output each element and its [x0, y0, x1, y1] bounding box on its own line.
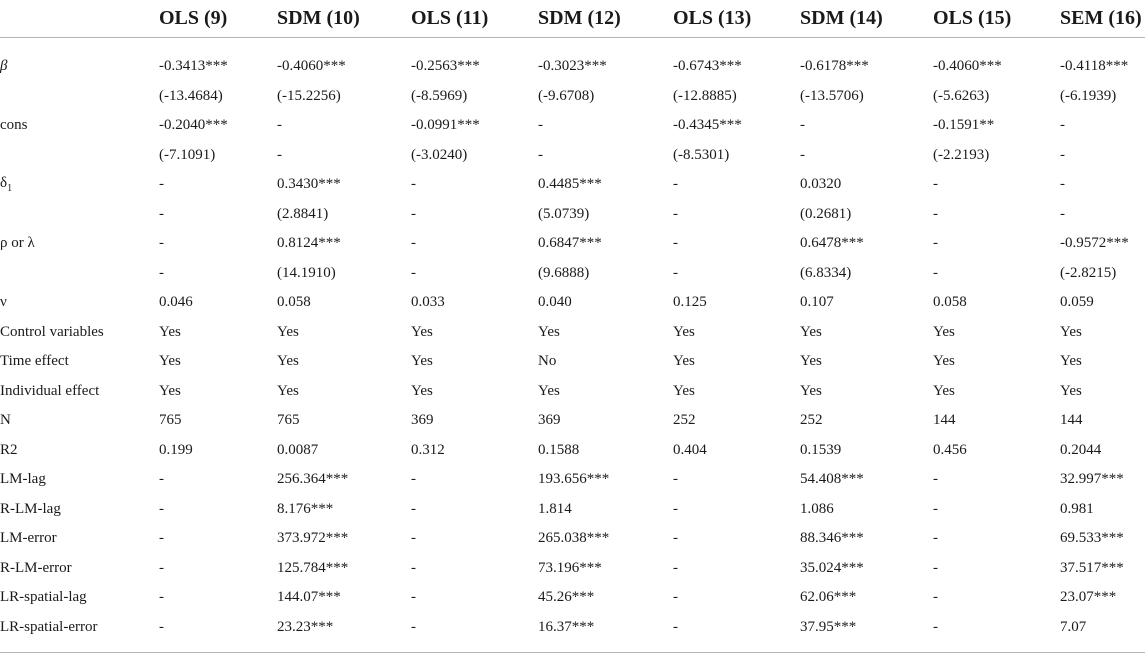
- row-label-text: LM-error: [0, 530, 57, 547]
- table-cell: (5.0739): [538, 205, 590, 222]
- table-row: [0, 288, 1145, 318]
- table-cell: -: [411, 559, 416, 576]
- table-cell: -0.9572***: [1060, 235, 1129, 252]
- table-cell: -: [933, 530, 938, 547]
- table-cell: Yes: [159, 323, 181, 340]
- table-cell: Yes: [673, 382, 695, 399]
- table-cell: Yes: [411, 353, 433, 370]
- table-row: [0, 229, 1145, 259]
- table-cell: Yes: [411, 323, 433, 340]
- table-cell: 73.196***: [538, 559, 602, 576]
- table-cell: 0.2044: [1060, 441, 1102, 458]
- row-label: [0, 318, 159, 348]
- row-label: [0, 465, 159, 495]
- table-cell: -: [538, 117, 543, 134]
- table-cell: -: [933, 589, 938, 606]
- table-cell: -: [159, 613, 277, 653]
- table-cell: (-13.4684): [159, 87, 223, 104]
- table-cell: 0.981: [1060, 500, 1094, 517]
- table-cell: -: [673, 500, 678, 517]
- table-cell: No: [538, 353, 557, 370]
- table-cell: 37.95***: [800, 613, 933, 653]
- table-row: [0, 318, 1145, 348]
- row-label: [0, 524, 159, 554]
- table-cell: 0.0320: [800, 176, 842, 193]
- table-cell: -: [933, 500, 938, 517]
- table-cell: -: [159, 500, 164, 517]
- row-label-text: R2: [0, 441, 18, 458]
- table-cell: -: [673, 589, 678, 606]
- table-cell: 252: [800, 412, 823, 429]
- table-cell: -: [159, 264, 164, 281]
- table-cell: -: [411, 589, 416, 606]
- table-cell: -0.4118***: [1060, 58, 1129, 75]
- table-cell: -: [933, 613, 1060, 653]
- table-cell: 35.024***: [800, 559, 864, 576]
- table-cell: -: [673, 264, 678, 281]
- table-cell: (-6.1939): [1060, 87, 1117, 104]
- table-cell: 373.972***: [277, 530, 349, 547]
- table-cell: -: [673, 559, 678, 576]
- table-cell: Yes: [277, 323, 299, 340]
- table-cell: (14.1910): [277, 264, 336, 281]
- table-cell: 0.404: [673, 441, 707, 458]
- row-label: [0, 554, 159, 584]
- row-label-text: Control variables: [0, 323, 104, 340]
- table-cell: 125.784***: [277, 559, 349, 576]
- row-label-text: LR-spatial-error: [0, 618, 98, 635]
- table-cell: -: [411, 235, 416, 252]
- table-cell: (2.8841): [277, 205, 329, 222]
- table-cell: -: [933, 176, 938, 193]
- table-cell: -: [277, 146, 282, 163]
- table-row: [0, 259, 1145, 289]
- table-cell: -0.4060***: [277, 58, 346, 75]
- table-cell: -0.2040***: [159, 117, 228, 134]
- table-cell: 23.23***: [277, 613, 411, 653]
- table-cell: -: [159, 205, 164, 222]
- table-cell: -0.1591**: [933, 117, 995, 134]
- table-cell: Yes: [1060, 382, 1082, 399]
- row-label: [0, 406, 159, 436]
- table-cell: -: [411, 530, 416, 547]
- table-cell: 0.0087: [277, 441, 319, 458]
- table-cell: -: [673, 613, 800, 653]
- table-cell: 0.312: [411, 441, 445, 458]
- table-cell: -: [673, 530, 678, 547]
- table-cell: 0.058: [933, 294, 967, 311]
- table-cell: 0.6478***: [800, 235, 864, 252]
- table-cell: 0.6847***: [538, 235, 602, 252]
- table-cell: 252: [673, 412, 696, 429]
- table-cell: (-2.2193): [933, 146, 990, 163]
- table-cell: -: [411, 613, 538, 653]
- table-cell: 32.997***: [1060, 471, 1124, 488]
- table-row: [0, 200, 1145, 230]
- table-cell: Yes: [277, 382, 299, 399]
- table-cell: -: [1060, 205, 1065, 222]
- table-cell: -: [673, 176, 678, 193]
- table-cell: (6.8334): [800, 264, 852, 281]
- table-cell: -: [411, 205, 416, 222]
- table-row: [0, 465, 1145, 495]
- column-header: OLS (11): [411, 0, 538, 38]
- table-cell: Yes: [538, 382, 560, 399]
- column-header: SDM (12): [538, 0, 673, 38]
- table-cell: (-7.1091): [159, 146, 216, 163]
- table-cell: (-9.6708): [538, 87, 595, 104]
- row-label-text: ρ or λ: [0, 235, 35, 252]
- row-label-text: N: [0, 412, 11, 429]
- table-cell: Yes: [933, 353, 955, 370]
- table-row: [0, 377, 1145, 407]
- table-cell: -: [159, 559, 164, 576]
- table-cell: Yes: [933, 382, 955, 399]
- column-header: OLS (9): [159, 0, 277, 38]
- table-cell: (-15.2256): [277, 87, 341, 104]
- table-row: [0, 613, 1145, 653]
- row-label-text: β: [0, 58, 8, 75]
- row-label: [0, 495, 159, 525]
- row-label-text: LM-lag: [0, 471, 46, 488]
- table-cell: 62.06***: [800, 589, 857, 606]
- table-cell: Yes: [800, 353, 822, 370]
- table-row: [0, 524, 1145, 554]
- table-cell: 45.26***: [538, 589, 595, 606]
- row-label: [0, 82, 159, 112]
- table-cell: Yes: [277, 353, 299, 370]
- row-label-text: ν: [0, 294, 7, 311]
- table-cell: Yes: [411, 382, 433, 399]
- column-header: OLS (13): [673, 0, 800, 38]
- table-cell: -: [1060, 117, 1065, 134]
- table-cell: -0.6178***: [800, 58, 869, 75]
- column-header: SEM (16): [1060, 0, 1145, 38]
- row-label: [0, 200, 159, 230]
- table-cell: 0.199: [159, 441, 193, 458]
- table-cell: -: [538, 146, 543, 163]
- table-row: [0, 554, 1145, 584]
- table-cell: 765: [159, 412, 182, 429]
- row-label: [0, 229, 159, 259]
- table-cell: 7.07: [1060, 613, 1145, 653]
- table-row: [0, 436, 1145, 466]
- table-cell: (-13.5706): [800, 87, 864, 104]
- table-cell: -0.4345***: [673, 117, 742, 134]
- table-cell: Yes: [1060, 323, 1082, 340]
- table-cell: 88.346***: [800, 530, 864, 547]
- table-cell: 1.086: [800, 500, 834, 517]
- table-row: [0, 170, 1145, 200]
- table-cell: -: [411, 500, 416, 517]
- column-header: OLS (15): [933, 0, 1060, 38]
- table-cell: -: [159, 589, 164, 606]
- row-label: [0, 436, 159, 466]
- table-cell: -0.0991***: [411, 117, 480, 134]
- row-label: [0, 170, 159, 200]
- table-cell: 54.408***: [800, 471, 864, 488]
- table-cell: 69.533***: [1060, 530, 1124, 547]
- row-label: [0, 377, 159, 407]
- table-cell: 369: [411, 412, 434, 429]
- table-cell: (0.2681): [800, 205, 852, 222]
- row-label: [0, 288, 159, 318]
- table-cell: 0.1588: [538, 441, 580, 458]
- table-cell: -: [1060, 176, 1065, 193]
- table-cell: (-5.6263): [933, 87, 990, 104]
- table-cell: 144: [1060, 412, 1083, 429]
- table-cell: 256.364***: [277, 471, 349, 488]
- table-cell: 765: [277, 412, 300, 429]
- table-cell: -0.4060***: [933, 58, 1002, 75]
- table-cell: 0.8124***: [277, 235, 341, 252]
- table-cell: 1.814: [538, 500, 572, 517]
- row-label-text: δ: [0, 175, 8, 192]
- table-cell: 0.4485***: [538, 176, 602, 193]
- table-cell: -0.3413***: [159, 58, 228, 75]
- table-cell: 0.1539: [800, 441, 842, 458]
- table-cell: 0.046: [159, 294, 193, 311]
- row-label-text: LR-spatial-lag: [0, 589, 87, 606]
- table-cell: -: [1060, 146, 1065, 163]
- table-cell: (-12.8885): [673, 87, 737, 104]
- row-label: [0, 111, 159, 141]
- table-cell: -: [933, 264, 938, 281]
- table-cell: 16.37***: [538, 613, 673, 653]
- table-cell: (-3.0240): [411, 146, 468, 163]
- table-cell: 37.517***: [1060, 559, 1124, 576]
- table-cell: -: [411, 471, 416, 488]
- table-cell: -: [159, 471, 164, 488]
- table-cell: -: [933, 471, 938, 488]
- table-cell: 0.125: [673, 294, 707, 311]
- table-cell: Yes: [538, 323, 560, 340]
- table-cell: -: [933, 235, 938, 252]
- table-cell: -0.3023***: [538, 58, 607, 75]
- row-label: [0, 583, 159, 613]
- table-cell: 193.656***: [538, 471, 610, 488]
- table-cell: 0.033: [411, 294, 445, 311]
- row-label-text: Individual effect: [0, 382, 100, 399]
- table-cell: Yes: [933, 323, 955, 340]
- row-label: [0, 259, 159, 289]
- table-cell: -: [277, 117, 282, 134]
- table-cell: (-2.8215): [1060, 264, 1117, 281]
- column-header: SDM (10): [277, 0, 411, 38]
- row-label-subscript: 1: [7, 183, 13, 195]
- table-cell: (-8.5969): [411, 87, 468, 104]
- row-label-text: R-LM-lag: [0, 500, 61, 517]
- table-cell: 144.07***: [277, 589, 341, 606]
- table-cell: Yes: [159, 382, 181, 399]
- table-body: [0, 38, 1145, 653]
- row-label-text: R-LM-error: [0, 559, 72, 576]
- table-row: [0, 495, 1145, 525]
- table-cell: 0.058: [277, 294, 311, 311]
- row-label: [0, 613, 159, 653]
- row-label: [0, 38, 159, 82]
- table-row: [0, 38, 1145, 82]
- table-cell: 8.176***: [277, 500, 334, 517]
- table-cell: -: [673, 205, 678, 222]
- table-cell: 144: [933, 412, 956, 429]
- table-cell: -: [159, 176, 164, 193]
- table-cell: Yes: [800, 382, 822, 399]
- table-row: [0, 141, 1145, 171]
- table-cell: -: [933, 205, 938, 222]
- table-cell: -: [800, 146, 805, 163]
- table-row: [0, 583, 1145, 613]
- table-cell: -: [673, 235, 678, 252]
- table-row: [0, 82, 1145, 112]
- table-cell: Yes: [159, 353, 181, 370]
- table-cell: 0.107: [800, 294, 834, 311]
- table-cell: Yes: [673, 353, 695, 370]
- table-cell: 265.038***: [538, 530, 610, 547]
- table-cell: (9.6888): [538, 264, 590, 281]
- table-row: [0, 406, 1145, 436]
- table-cell: -: [673, 471, 678, 488]
- table-cell: 0.456: [933, 441, 967, 458]
- table-row: [0, 347, 1145, 377]
- table-cell: -0.2563***: [411, 58, 480, 75]
- table-cell: -: [411, 264, 416, 281]
- header-corner: [0, 0, 159, 38]
- table-cell: Yes: [1060, 353, 1082, 370]
- row-label-text: Time effect: [0, 353, 69, 370]
- table-cell: Yes: [673, 323, 695, 340]
- column-header: SDM (14): [800, 0, 933, 38]
- table-cell: -: [800, 117, 805, 134]
- table-cell: 0.3430***: [277, 176, 341, 193]
- table-cell: -: [933, 559, 938, 576]
- table-cell: (-8.5301): [673, 146, 730, 163]
- table-cell: 0.059: [1060, 294, 1094, 311]
- table-row: [0, 111, 1145, 141]
- table-cell: 23.07***: [1060, 589, 1117, 606]
- table-cell: -: [411, 176, 416, 193]
- table-cell: -: [159, 235, 164, 252]
- table-cell: 0.040: [538, 294, 572, 311]
- header-row: [0, 0, 1145, 38]
- row-label: [0, 347, 159, 377]
- table-cell: -0.6743***: [673, 58, 742, 75]
- table-cell: -: [159, 530, 164, 547]
- table-cell: Yes: [800, 323, 822, 340]
- row-label: [0, 141, 159, 171]
- row-label-text: cons: [0, 117, 28, 134]
- table-cell: 369: [538, 412, 561, 429]
- table-header: [0, 0, 1145, 38]
